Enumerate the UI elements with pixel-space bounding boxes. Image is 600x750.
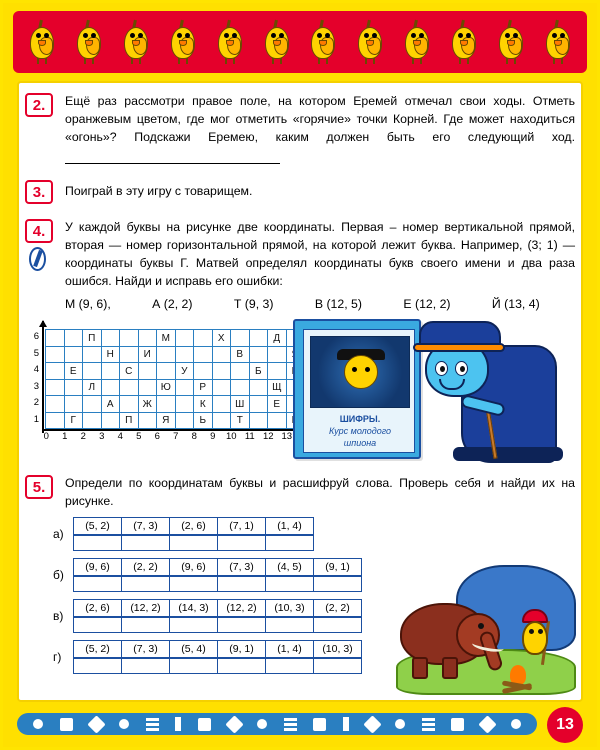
word-label: б) bbox=[53, 568, 64, 583]
y-axis bbox=[42, 321, 44, 433]
grid-table bbox=[45, 329, 305, 429]
coord-cell: (12, 2) bbox=[218, 600, 266, 617]
y-tick: 3 bbox=[33, 380, 39, 392]
circle-icon bbox=[395, 719, 405, 729]
coord-cell: (7, 3) bbox=[122, 518, 170, 535]
coord-cell: (10, 3) bbox=[314, 641, 362, 658]
grid-cell[interactable] bbox=[46, 330, 65, 347]
grid-cell[interactable] bbox=[101, 330, 120, 347]
task-2-text bbox=[65, 93, 575, 164]
coord-item: Е (12, 2) bbox=[403, 297, 451, 312]
answer-cell[interactable] bbox=[314, 659, 362, 674]
word-tables bbox=[73, 558, 362, 592]
circle-icon bbox=[33, 719, 43, 729]
coord-cell: (9, 6) bbox=[170, 559, 218, 576]
campfire-icon bbox=[502, 665, 534, 691]
x-tick: 13 bbox=[281, 431, 293, 443]
mammoth-illustration bbox=[394, 565, 579, 705]
coords-table bbox=[73, 599, 362, 617]
grid-cell[interactable] bbox=[101, 379, 120, 396]
book-page bbox=[303, 329, 415, 453]
grid-cell[interactable] bbox=[83, 363, 102, 380]
answer-cell[interactable] bbox=[266, 577, 314, 592]
coord-cell: (9, 1) bbox=[314, 559, 362, 576]
grid-cell[interactable]: Л bbox=[83, 379, 102, 396]
grid-cell[interactable] bbox=[101, 412, 120, 429]
coords-table bbox=[73, 517, 314, 535]
task-3-text: Поиграй в эту игру с товарищем. bbox=[65, 184, 253, 199]
grid-cell[interactable] bbox=[175, 396, 194, 413]
grid-cell[interactable] bbox=[249, 379, 268, 396]
grid-cell[interactable] bbox=[157, 346, 176, 363]
grid-cell[interactable]: П bbox=[120, 412, 139, 429]
square-icon bbox=[60, 718, 73, 731]
grid-cell[interactable] bbox=[83, 396, 102, 413]
answers-table[interactable] bbox=[73, 535, 314, 551]
task-3-number: 3. bbox=[25, 180, 53, 204]
grid-cell[interactable]: В bbox=[231, 346, 250, 363]
task-4-text: У каждой буквы на рисунке две координаты. Первая – номер вертикальной прямой, вторая — номер горизонтальной прямой, на которой лежит буква. Например, (3; 1) — координаты буквы Г. Матвей определял координаты букв своего имени и два раза ошибся. Найди и исправь его ошибки: bbox=[65, 220, 575, 288]
coord-cell: (5, 2) bbox=[74, 518, 122, 535]
bird-icon bbox=[400, 19, 434, 65]
grid-cell[interactable] bbox=[46, 346, 65, 363]
y-tick: 5 bbox=[33, 347, 39, 359]
coord-item: А (2, 2) bbox=[152, 297, 193, 312]
task-5-tables bbox=[25, 517, 575, 674]
pencil-icon bbox=[27, 247, 49, 273]
word-tables bbox=[73, 517, 314, 551]
grid-cell[interactable]: Н bbox=[101, 346, 120, 363]
grid-cell[interactable] bbox=[194, 330, 213, 347]
grid-row bbox=[46, 379, 305, 396]
grid-cell[interactable] bbox=[268, 363, 287, 380]
circle-icon bbox=[511, 719, 521, 729]
page-content bbox=[25, 89, 575, 695]
diamond-icon bbox=[87, 715, 105, 733]
answer-cell[interactable] bbox=[74, 536, 122, 551]
grid-cell[interactable] bbox=[249, 412, 268, 429]
grid-cell[interactable]: С bbox=[120, 363, 139, 380]
bar-icon bbox=[343, 717, 349, 731]
coord-cell: (2, 2) bbox=[314, 600, 362, 617]
square-icon bbox=[198, 718, 211, 731]
x-tick: 11 bbox=[244, 431, 255, 443]
grid-cell[interactable] bbox=[46, 379, 65, 396]
grid-cell[interactable] bbox=[268, 412, 287, 429]
grid-cell[interactable] bbox=[64, 330, 83, 347]
grid-cell[interactable] bbox=[212, 396, 231, 413]
task-2-number: 2. bbox=[25, 93, 53, 117]
circle-icon bbox=[119, 719, 129, 729]
task-5 bbox=[25, 475, 575, 511]
x-tick: 8 bbox=[191, 431, 197, 443]
answer-cell[interactable] bbox=[218, 536, 266, 551]
grid-cell[interactable] bbox=[212, 412, 231, 429]
y-tick: 6 bbox=[33, 331, 39, 343]
answer-cell[interactable] bbox=[170, 536, 218, 551]
grid-cell[interactable] bbox=[64, 379, 83, 396]
x-tick: 5 bbox=[136, 431, 142, 443]
grid-cell[interactable]: Х bbox=[212, 330, 231, 347]
grid-cell[interactable]: Ж bbox=[138, 396, 157, 413]
detective-character bbox=[419, 315, 569, 467]
answer-cell[interactable] bbox=[74, 577, 122, 592]
answer-cell[interactable] bbox=[170, 577, 218, 592]
grid-cell[interactable] bbox=[175, 330, 194, 347]
top-banner bbox=[13, 11, 587, 73]
grid-cell[interactable] bbox=[120, 346, 139, 363]
book-title bbox=[308, 414, 412, 449]
grid-cell[interactable] bbox=[83, 412, 102, 429]
bird-icon bbox=[25, 19, 59, 65]
task-2-body-text: Ещё раз рассмотри правое поле, на котором Еремей отмечал свои ходы. Отметь оранжевым цветом, где мог отметить «горячие» точки Корней. Где может находиться «огонь»? Подскажи Еремею, каким должен быть его следующий ход. bbox=[65, 94, 575, 144]
y-tick: 4 bbox=[33, 364, 39, 376]
bird-icon bbox=[306, 19, 340, 65]
task-2 bbox=[25, 93, 575, 164]
bird-icon bbox=[494, 19, 528, 65]
book-cover-picture bbox=[310, 336, 410, 408]
task-5-text: Определи по координатам буквы и расшифруй слова. Проверь себя и найди их на рисунке. bbox=[65, 476, 575, 509]
coord-cell: (10, 3) bbox=[266, 600, 314, 617]
grid-cell[interactable]: М bbox=[157, 330, 176, 347]
bird-icon bbox=[541, 19, 575, 65]
grid-row bbox=[46, 346, 305, 363]
x-tick: 1 bbox=[62, 431, 68, 443]
bird-icon bbox=[353, 19, 387, 65]
answer-cell[interactable] bbox=[218, 659, 266, 674]
grid-cell[interactable] bbox=[249, 396, 268, 413]
grid-cell[interactable] bbox=[157, 363, 176, 380]
answers-table[interactable] bbox=[73, 617, 362, 633]
grid-cell[interactable] bbox=[175, 412, 194, 429]
answer-cell[interactable] bbox=[122, 618, 170, 633]
grid-cell[interactable]: Е bbox=[268, 396, 287, 413]
task-4-number: 4. bbox=[25, 219, 53, 243]
task-4 bbox=[25, 219, 575, 311]
grid-row bbox=[46, 396, 305, 413]
answer-cell[interactable] bbox=[266, 659, 314, 674]
task-4-coordinates bbox=[65, 297, 575, 311]
grid-cell[interactable]: Е bbox=[64, 363, 83, 380]
answer-cell[interactable] bbox=[122, 577, 170, 592]
answer-cell[interactable] bbox=[218, 577, 266, 592]
y-axis-labels bbox=[25, 329, 39, 428]
book-title-line2: Курс молодого bbox=[328, 426, 392, 437]
grid-cell[interactable] bbox=[249, 346, 268, 363]
grid-cell[interactable]: Щ bbox=[268, 379, 287, 396]
grid-cell[interactable]: К bbox=[194, 396, 213, 413]
grid-cell[interactable] bbox=[120, 396, 139, 413]
grid-cell[interactable]: П bbox=[83, 330, 102, 347]
answer-cell[interactable] bbox=[314, 618, 362, 633]
x-tick: 12 bbox=[262, 431, 274, 443]
grid-cell[interactable] bbox=[120, 330, 139, 347]
diamond-icon bbox=[363, 715, 381, 733]
x-tick: 3 bbox=[99, 431, 105, 443]
book-title-line1: ШИФРЫ. bbox=[339, 414, 381, 425]
y-tick: 2 bbox=[33, 397, 39, 409]
grid-cell[interactable] bbox=[138, 379, 157, 396]
grid-cell[interactable] bbox=[212, 379, 231, 396]
coords-table bbox=[73, 640, 362, 658]
coords-table bbox=[73, 558, 362, 576]
grid-icon bbox=[146, 718, 159, 731]
grid-cell[interactable]: И bbox=[138, 346, 157, 363]
grid-cell[interactable]: Ь bbox=[194, 412, 213, 429]
task-5-number: 5. bbox=[25, 475, 53, 499]
answer-cell[interactable] bbox=[218, 618, 266, 633]
word-row-a bbox=[53, 517, 575, 551]
task-2-answer-line[interactable] bbox=[65, 152, 280, 164]
grid-cell[interactable] bbox=[46, 412, 65, 429]
coord-cell: (1, 4) bbox=[266, 641, 314, 658]
grid-cell[interactable] bbox=[194, 363, 213, 380]
bird-icon bbox=[72, 19, 106, 65]
task-3 bbox=[25, 180, 575, 201]
figure-row-grid-and-illustration bbox=[25, 321, 575, 471]
grid-cell[interactable] bbox=[138, 363, 157, 380]
coord-item: Т (9, 3) bbox=[233, 297, 274, 312]
y-tick: 1 bbox=[33, 413, 39, 425]
grid-cell[interactable] bbox=[231, 330, 250, 347]
coord-cell: (2, 6) bbox=[74, 600, 122, 617]
grid-cell[interactable]: Ш bbox=[231, 396, 250, 413]
coord-cell: (5, 2) bbox=[74, 641, 122, 658]
grid-cell[interactable] bbox=[194, 346, 213, 363]
grid-icon bbox=[284, 718, 297, 731]
grid-cell[interactable] bbox=[157, 396, 176, 413]
book-and-character-illustration bbox=[285, 315, 575, 471]
grid-cell[interactable] bbox=[64, 396, 83, 413]
diamond-icon bbox=[225, 715, 243, 733]
bird-icon bbox=[447, 19, 481, 65]
coord-cell: (5, 4) bbox=[170, 641, 218, 658]
x-tick: 10 bbox=[225, 431, 237, 443]
bar-icon bbox=[175, 717, 181, 731]
word-label: а) bbox=[53, 527, 64, 542]
letter-coordinate-grid bbox=[45, 329, 305, 429]
answer-cell[interactable] bbox=[122, 659, 170, 674]
grid-cell[interactable]: Т bbox=[231, 412, 250, 429]
coord-item: М (9, 6), bbox=[65, 297, 111, 312]
coord-cell: (12, 2) bbox=[122, 600, 170, 617]
grid-row bbox=[46, 412, 305, 429]
word-label: г) bbox=[53, 650, 62, 665]
circle-icon bbox=[257, 719, 267, 729]
grid-cell[interactable] bbox=[138, 412, 157, 429]
grid-cell[interactable] bbox=[101, 363, 120, 380]
page-number: 13 bbox=[547, 707, 583, 743]
grid-cell[interactable] bbox=[249, 330, 268, 347]
answers-table[interactable] bbox=[73, 658, 362, 674]
answer-cell[interactable] bbox=[266, 536, 314, 551]
grid-cell[interactable] bbox=[175, 379, 194, 396]
bird-icon bbox=[119, 19, 153, 65]
coord-cell: (9, 6) bbox=[74, 559, 122, 576]
coord-item: В (12, 5) bbox=[314, 297, 362, 312]
bird-icon bbox=[166, 19, 200, 65]
grid-icon bbox=[422, 718, 435, 731]
grid-cell[interactable]: Ю bbox=[157, 379, 176, 396]
coord-cell: (7, 1) bbox=[218, 518, 266, 535]
x-axis-labels bbox=[37, 431, 315, 442]
coord-cell: (4, 5) bbox=[266, 559, 314, 576]
square-icon bbox=[313, 718, 326, 731]
coord-cell: (1, 4) bbox=[266, 518, 314, 535]
grid-cell[interactable] bbox=[175, 346, 194, 363]
grid-cell[interactable] bbox=[231, 363, 250, 380]
square-icon bbox=[451, 718, 464, 731]
grid-cell[interactable]: А bbox=[101, 396, 120, 413]
answer-cell[interactable] bbox=[266, 618, 314, 633]
grid-cell[interactable]: Я bbox=[157, 412, 176, 429]
x-tick: 2 bbox=[80, 431, 86, 443]
bird-icon bbox=[260, 19, 294, 65]
answers-table[interactable] bbox=[73, 576, 362, 592]
grid-cell[interactable]: Б bbox=[249, 363, 268, 380]
caveman-character bbox=[514, 607, 554, 671]
page-footer bbox=[17, 709, 583, 739]
book-icon bbox=[293, 319, 421, 459]
answer-cell[interactable] bbox=[74, 659, 122, 674]
grid-cell[interactable] bbox=[46, 396, 65, 413]
grid-cell[interactable] bbox=[138, 330, 157, 347]
book-title-line3: шпиона bbox=[343, 437, 377, 448]
origin-label: 0 bbox=[43, 431, 49, 443]
coord-cell: (2, 2) bbox=[122, 559, 170, 576]
grid-cell[interactable] bbox=[83, 346, 102, 363]
answer-cell[interactable] bbox=[122, 536, 170, 551]
word-tables bbox=[73, 640, 362, 674]
coord-item: Й (13, 4) bbox=[491, 297, 540, 312]
x-tick: 6 bbox=[154, 431, 160, 443]
grid-cell[interactable] bbox=[46, 363, 65, 380]
grid-cell[interactable] bbox=[120, 379, 139, 396]
grid-cell[interactable] bbox=[231, 379, 250, 396]
grid-cell[interactable] bbox=[64, 346, 83, 363]
answer-cell[interactable] bbox=[170, 659, 218, 674]
answer-cell[interactable] bbox=[74, 618, 122, 633]
x-tick: 7 bbox=[173, 431, 179, 443]
grid-cell[interactable]: Г bbox=[64, 412, 83, 429]
grid-cell[interactable]: Д bbox=[268, 330, 287, 347]
word-tables bbox=[73, 599, 362, 633]
grid-cell[interactable] bbox=[212, 346, 231, 363]
grid-cell[interactable]: У bbox=[175, 363, 194, 380]
coord-cell: (14, 3) bbox=[170, 600, 218, 617]
grid-cell[interactable] bbox=[212, 363, 231, 380]
footer-decoration-strip bbox=[17, 713, 537, 735]
grid-row bbox=[46, 330, 305, 347]
answer-cell[interactable] bbox=[314, 577, 362, 592]
word-label: в) bbox=[53, 609, 64, 624]
grid-cell[interactable] bbox=[268, 346, 287, 363]
x-tick: 9 bbox=[210, 431, 216, 443]
bird-icon bbox=[213, 19, 247, 65]
grid-cell[interactable]: Р bbox=[194, 379, 213, 396]
diamond-icon bbox=[478, 715, 496, 733]
x-tick: 4 bbox=[117, 431, 123, 443]
grid-row bbox=[46, 363, 305, 380]
coord-cell: (2, 6) bbox=[170, 518, 218, 535]
coord-cell: (7, 3) bbox=[122, 641, 170, 658]
answer-cell[interactable] bbox=[170, 618, 218, 633]
coord-cell: (9, 1) bbox=[218, 641, 266, 658]
coord-cell: (7, 3) bbox=[218, 559, 266, 576]
